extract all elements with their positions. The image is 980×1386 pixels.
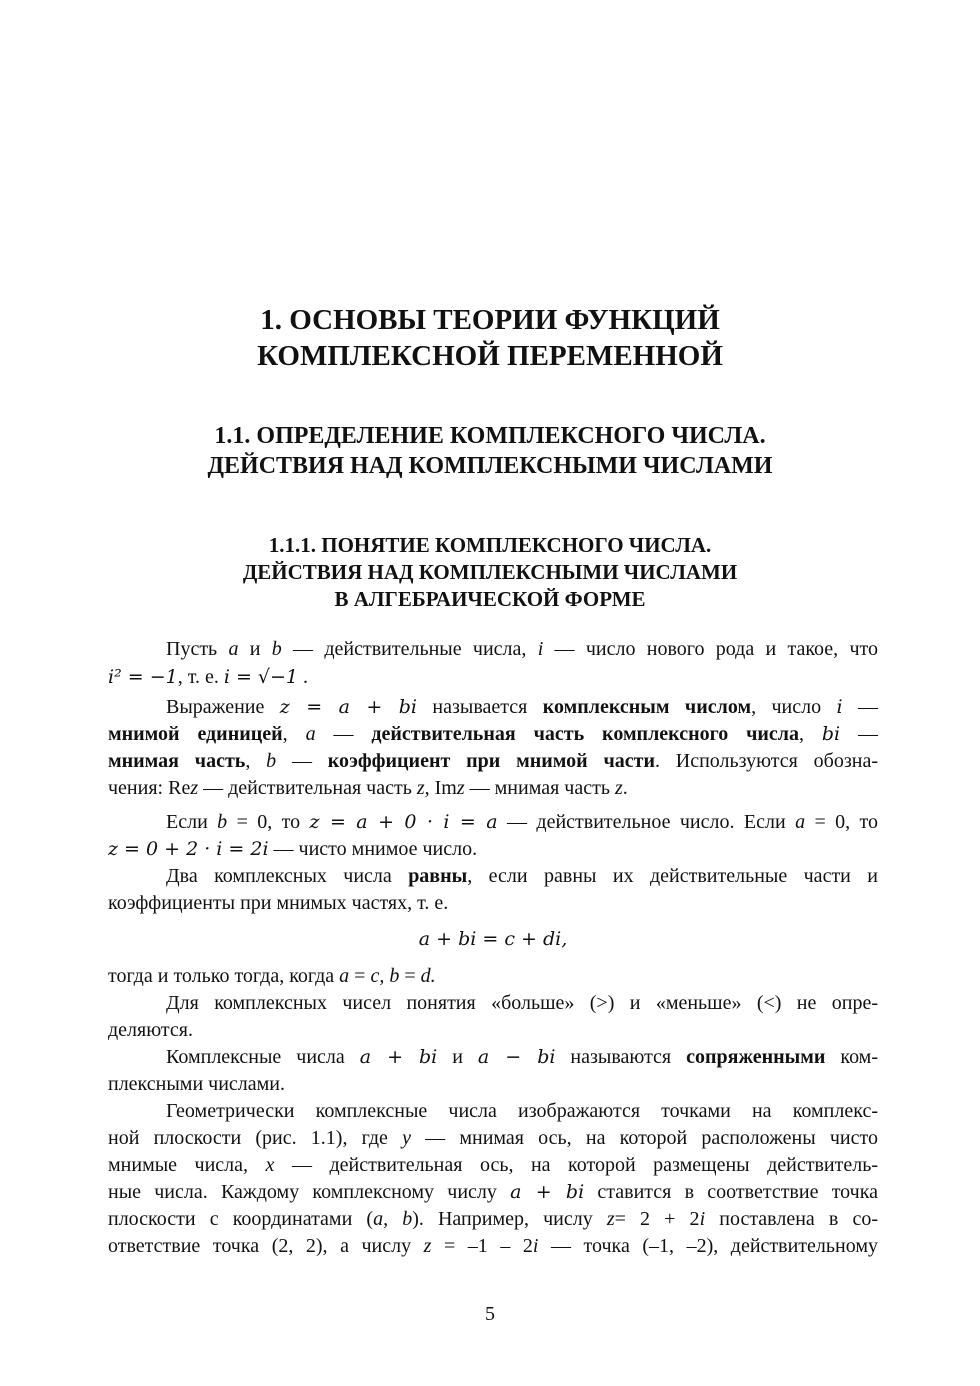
- math-variable: z: [614, 777, 623, 799]
- bold-term: мнимой единицей: [108, 723, 283, 745]
- bold-term: мнимая часть: [108, 750, 246, 772]
- text-segment: .: [298, 666, 309, 688]
- text-segment: —: [842, 696, 879, 718]
- bold-term: равны: [408, 865, 468, 887]
- text-line: [108, 1125, 878, 1152]
- text-segment: Для комплексных чисел понятия «больше» (>) и «меньше» (<) не опре-: [166, 992, 878, 1014]
- math-expression: i = √−1: [223, 666, 299, 688]
- math-variable: x: [265, 1154, 275, 1176]
- text-segment: ные числа. Каждому комплексному числу: [108, 1181, 511, 1203]
- text-segment: — число нового рода и такое, что: [543, 638, 879, 660]
- text-segment: — чисто мнимое число.: [268, 838, 478, 860]
- math-variable: i: [532, 1235, 539, 1257]
- math-variable: z: [456, 777, 465, 799]
- text-segment: ,: [798, 723, 822, 745]
- math-variable: a, b: [373, 1208, 413, 1230]
- math-expression: a + bi: [510, 1181, 585, 1203]
- text-segment: и: [437, 1046, 478, 1068]
- text-segment: ком-: [825, 1046, 879, 1068]
- math-variable: z: [416, 777, 425, 799]
- text-segment: = –1 – 2: [431, 1235, 533, 1257]
- math-variable: a: [228, 638, 239, 660]
- text-segment: плексными числами.: [108, 1073, 286, 1095]
- bold-term: сопряженными: [686, 1046, 826, 1068]
- math-variable: a: [305, 723, 316, 745]
- text-line: [108, 1017, 878, 1044]
- text-segment: тогда и только тогда, когда: [108, 965, 340, 987]
- subsection-title-line: 1.1.1. ПОНЯТИЕ КОМПЛЕКСНОГО ЧИСЛА.: [268, 533, 712, 557]
- text-segment: деляются.: [108, 1019, 193, 1041]
- text-segment: = 0, то: [227, 811, 310, 833]
- text-segment: — мнимая ось, на которой расположены чисто: [410, 1127, 878, 1149]
- text-segment: , число: [751, 696, 837, 718]
- math-variable: b: [271, 638, 282, 660]
- math-expression: i: [836, 696, 843, 718]
- chapter-title: [0, 302, 980, 374]
- text-segment: =: [349, 965, 371, 987]
- text-segment: ,: [245, 750, 267, 772]
- text-segment: — действительная часть: [198, 777, 417, 799]
- text-segment: Пусть: [166, 638, 229, 660]
- math-expression: bi: [821, 723, 841, 745]
- math-variable: a: [339, 965, 350, 987]
- text-segment: поставлена в со-: [705, 1208, 879, 1230]
- math-variable: z: [606, 1208, 615, 1230]
- text-line: [108, 1206, 878, 1233]
- chapter-title-line: 1. ОСНОВЫ ТЕОРИИ ФУНКЦИЙ: [260, 304, 720, 336]
- text-line: [108, 748, 878, 775]
- math-expression: a − bi: [477, 1046, 556, 1068]
- text-line: [108, 963, 878, 990]
- text-segment: ставится в соответствие точка: [584, 1181, 878, 1203]
- math-expression: z = a + bi: [279, 696, 417, 718]
- text-line: [108, 1071, 878, 1098]
- text-segment: = 0, то: [805, 811, 878, 833]
- bold-term: действительная часть комплексного числа: [371, 723, 799, 745]
- text-segment: =: [399, 965, 421, 987]
- text-segment: Два комплексных числа: [166, 865, 409, 887]
- text-segment: Геометрически комплексные числа изображаются точками на комплекс-: [166, 1100, 878, 1122]
- math-expression: a + bi: [359, 1046, 438, 1068]
- section-title-line: ДЕЙСТВИЯ НАД КОМПЛЕКСНЫМИ ЧИСЛАМИ: [207, 453, 773, 479]
- subsection-title-line: В АЛГЕБРАИЧЕСКОЙ ФОРМЕ: [334, 587, 646, 611]
- text-segment: — действительная ось, на которой размещены действитель-: [274, 1154, 879, 1176]
- text-segment: чения: Re: [108, 777, 191, 799]
- bold-term: коэффициент при мнимой части: [327, 750, 655, 772]
- page-number: 5: [485, 1303, 495, 1325]
- math-variable: d.: [420, 965, 436, 987]
- text-segment: и: [238, 638, 272, 660]
- text-line: [108, 1179, 878, 1206]
- text-segment: ответствие точка (2, 2), а числу: [108, 1235, 424, 1257]
- text-segment: — действительное число. Если: [497, 811, 796, 833]
- text-segment: Комплексные числа: [166, 1046, 360, 1068]
- text-segment: — точка (–1, –2), действительному: [538, 1235, 878, 1257]
- text-segment: ,: [282, 723, 306, 745]
- text-line: [166, 636, 878, 663]
- text-segment: ). Например, числу: [412, 1208, 607, 1230]
- text-segment: , Im: [424, 777, 457, 799]
- text-line: [108, 721, 878, 748]
- math-expression: a + bi = c + di,: [418, 928, 568, 950]
- text-segment: ной плоскости (рис. 1.1), где: [108, 1127, 403, 1149]
- text-segment: называются: [555, 1046, 687, 1068]
- text-line: [166, 809, 878, 836]
- math-expression: z = a + 0 · i = a: [309, 811, 498, 833]
- math-expression: i² = −1: [108, 666, 178, 688]
- text-segment: —: [840, 723, 879, 745]
- text-line: [108, 775, 878, 802]
- bold-term: комплексным числом: [542, 696, 752, 718]
- section-title: [0, 421, 980, 481]
- body-text: [108, 636, 878, 1266]
- text-segment: Выражение: [166, 696, 280, 718]
- text-segment: — действительные числа,: [281, 638, 538, 660]
- subsection-title: [0, 532, 980, 613]
- text-line: [166, 990, 878, 1017]
- chapter-title-line: КОМПЛЕКСНОЙ ПЕРЕМЕННОЙ: [257, 340, 723, 372]
- text-segment: Если: [166, 811, 218, 833]
- text-line: [108, 926, 878, 953]
- text-segment: , если равны их действительные части и: [467, 865, 878, 887]
- math-variable: c, b: [370, 965, 400, 987]
- text-line: [108, 1152, 878, 1179]
- text-segment: мнимые числа,: [108, 1154, 266, 1176]
- text-segment: —: [315, 723, 372, 745]
- text-line: [108, 890, 878, 917]
- math-variable: z: [190, 777, 199, 799]
- text-line: [166, 694, 878, 721]
- math-variable: i: [537, 638, 544, 660]
- subsection-title-line: ДЕЙСТВИЯ НАД КОМПЛЕКСНЫМИ ЧИСЛАМИ: [242, 560, 738, 584]
- text-segment: . Используются обозна-: [654, 750, 878, 772]
- math-variable: b: [266, 750, 277, 772]
- text-line: [166, 1044, 878, 1071]
- text-segment: плоскости с координатами (: [108, 1208, 374, 1230]
- text-segment: —: [276, 750, 328, 772]
- math-expression: z = 0 + 2 · i = 2i: [108, 838, 269, 860]
- text-segment: , т. е.: [177, 666, 224, 688]
- section-title-line: 1.1. ОПРЕДЕЛЕНИЕ КОМПЛЕКСНОГО ЧИСЛА.: [214, 423, 766, 449]
- math-variable: a: [795, 811, 806, 833]
- text-line: [166, 1098, 878, 1125]
- math-variable: z: [423, 1235, 432, 1257]
- text-line: [108, 1233, 878, 1260]
- text-segment: коэффициенты при мнимых частях, т. е.: [108, 892, 449, 914]
- text-segment: — мнимая часть: [464, 777, 615, 799]
- math-variable: y: [402, 1127, 411, 1149]
- text-segment: .: [622, 777, 628, 799]
- text-segment: = 2 + 2: [614, 1208, 700, 1230]
- text-line: [166, 863, 878, 890]
- text-line: [108, 836, 878, 863]
- text-segment: называется: [417, 696, 543, 718]
- text-line: [108, 664, 878, 691]
- math-variable: b: [217, 811, 228, 833]
- math-variable: i: [699, 1208, 706, 1230]
